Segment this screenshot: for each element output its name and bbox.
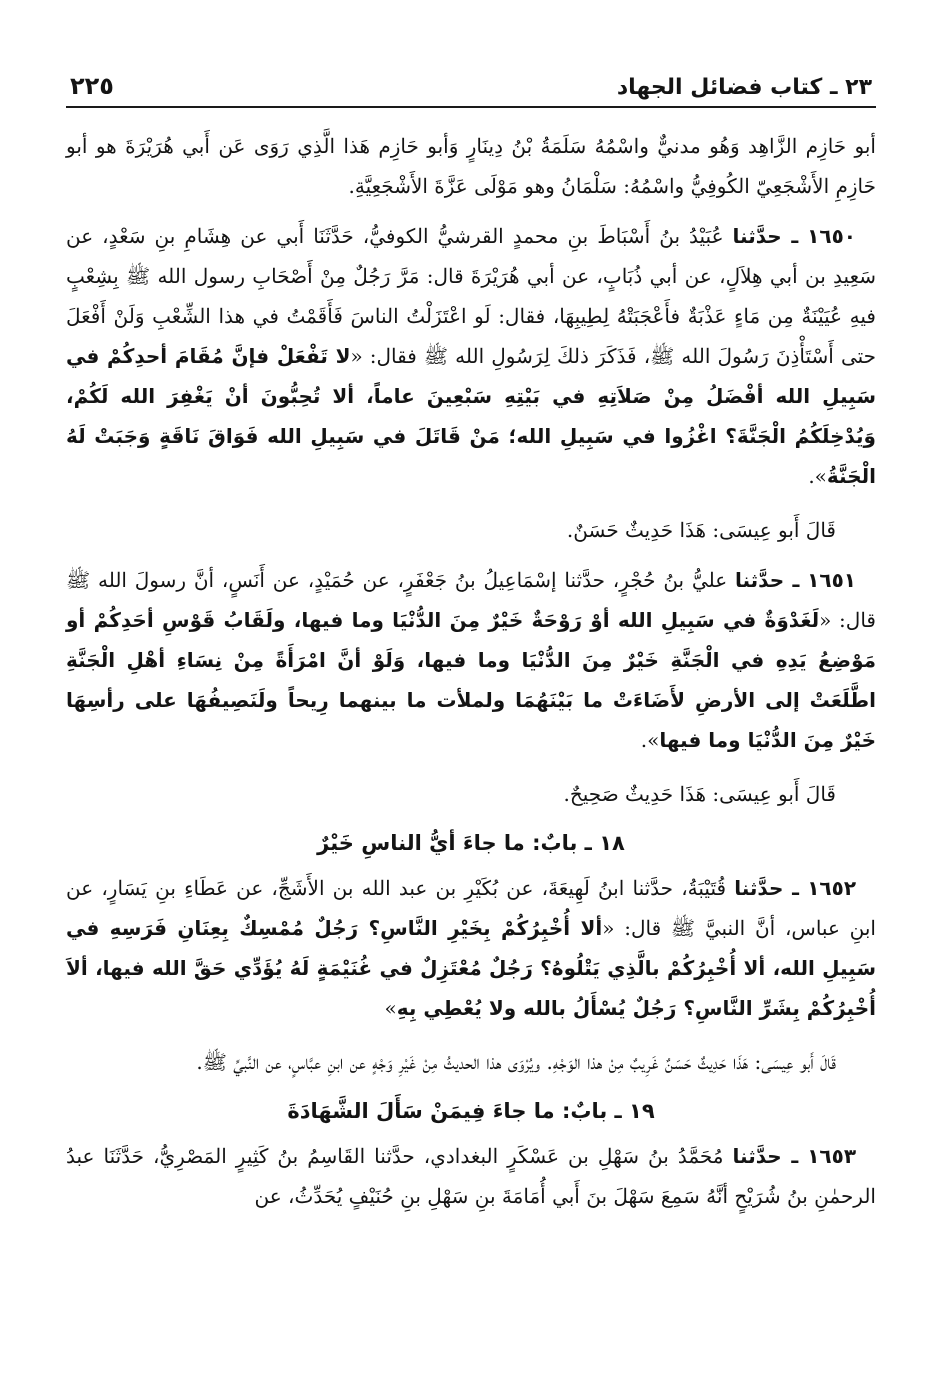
hadith-lead: ـ حدَّثنا <box>734 876 800 900</box>
hadith-matn: ألا أُخْبِرُكُمْ بِخَيْرِ النَّاسِ؟ رَجُلٌ مُمْسِكٌ بِعِنَانِ فَرَسِهِ في سَبِيلِ الله، ألا أُخْبِرُكُمْ بالَّذِي يَتْلُوهُ؟ رَجُلٌ مُعْتَزِلٌ في غُنَيْمَةٍ لَهُ يُؤَدِّي حَقَّ الله فيها، ألاَ أُخْبِرُكُمْ بِشَرِّ النَّاسِ؟ رَجُلٌ يُسْأَلُ بالله ولا يُعْطِي بِهِ <box>66 916 876 1020</box>
hadith-number: ١٦٥٠ <box>807 224 856 248</box>
hadith-isnad: قُتَيْبَةُ، حدَّثنا ابنُ لَهِيعَةَ، عن بُكَيْرِ بن عبد الله بن الأَشَجِّ، عن عَطَاءِ بنِ يَسَارٍ، عن ابنِ عباس، أنَّ النبيَّ ﷺ قال: « <box>66 876 876 940</box>
hadith-number: ١٦٥٢ <box>807 876 857 900</box>
hadith-matn: لَغَدْوَةٌ في سَبِيلِ الله أوْ رَوْحَةٌ خَيْرٌ مِنَ الدُّنْيَا وما فيها، ولَقَابُ قَوْسِ أحَدِكُمْ أو مَوْضِعُ يَدِهِ في الْجَنَّةِ خَيْرٌ مِنَ الدُّنْيَا وما فيها، وَلَوْ أنَّ امْرَأَةً مِنْ نِسَاءِ أهْلِ الْجَنَّةِ اطَّلَعَتْ إلى الأرضِ لأَضَاءَتْ ما بَيْنَهُمَا ولملأت ما بينهما رِيحاً ولَنَصِيفُهَا على رأسِهَا خَيْرٌ مِنَ الدُّنْيَا وما فيها <box>66 608 876 752</box>
hadith-isnad: عُبَيْدُ بنُ أَسْبَاطَ بنِ محمدٍ القرشيُّ الكوفيُّ، حَدَّثَنَا أَبي عن هِشَامِ بنِ سَعْدٍ، عن سَعِيدِ بن أبي هِلاَلٍ، عن أبي ذُبَابٍ، عن أبي هُرَيْرَةَ قال: مَرَّ رَجُلٌ مِنْ أَصْحَابِ رسول الله ﷺ بِشِعْبٍ فيهِ عُيَيْنَةٌ مِن مَاءٍ عَذْبَةٌ فأَعْجَبَتْهُ لِطِيبِهَا، فقال: لَو اعْتَزَلْتُ الناسَ فَأَقَمْتُ في هذا الشِّعْبِ وَلَنْ أَفْعَلَ حتى أَسْتَأْذِنَ رَسُولَ الله ﷺ، فَذَكَرَ ذلكَ لِرَسُولِ الله ﷺ فقال: « <box>66 224 877 368</box>
hadith-matn: لا تَفْعَلْ فإنَّ مُقَامَ أحدِكُمْ في سَبِيلِ الله أفْضَلُ مِنْ صَلاَتِهِ في بَيْتِهِ سَبْعِينَ عاماً، ألا تُحِبُّونَ أنْ يَغْفِرَ الله لَكُمْ، وَيُدْخِلَكُمُ الْجَنَّةَ؟ اغْزُوا في سَبِيلِ الله؛ مَنْ قَاتَلَ في سَبِيلِ الله فَوَاقَ نَاقَةٍ وَجَبَتْ لَهُ الْجَنَّةُ <box>66 344 876 488</box>
hadith-1650 <box>66 216 876 496</box>
hadith-remark: قَالَ أَبو عِيسَى: هَذَا حَدِيثٌ صَحِيحٌ. <box>563 782 836 806</box>
intro-paragraph: أبو حَازِم الزَّاهِد وَهُو مدنيٌّ واسْمُهُ سَلَمَةُ بْنُ دِينَارٍ وَأبو حَازِم هَذا الَّذِي رَوَى عَن أَبي هُرَيْرَةَ هو أبو حَازِمِ الأَشْجَعِيّ الكُوفِيُّ واسْمُهُ: سَلْمَانُ وهو مَوْلَى عَزَّةَ الأَشْجَعِيَّةِ. <box>66 134 876 198</box>
hadith-1651 <box>66 560 876 760</box>
hadith-isnad: مُحَمَّدُ بنُ سَهْلِ بن عَسْكَرٍ البغدادي، حدَّثنا القَاسِمُ بنُ كَثِيرٍ المَصْرِيُّ، حَدَّثَنَا عبدُ الرحمٰنِ بنُ شُرَيْحٍ أنَّهُ سَمِعَ سَهْلَ بنَ أَبي أُمَامَةَ بنِ سَهْلِ بنِ حُنَيْفٍ يُحَدِّثُ، عن <box>66 1144 876 1208</box>
hadith-remark: قَالَ أَبو عِيسَى: هَذَا حَدِيثٌ حَسَنٌ غَرِيبٌ مِنْ هذا الوَجْهِ. ويُرْوَى هذا الحديثُ مِنْ غَيْرِ وَجْهٍ عن ابنِ عبَّاسٍ، عن النَّبيِّ ﷺ. <box>196 1050 836 1074</box>
page-number: ٢٢٥ <box>70 72 114 100</box>
hadith-number: ١٦٥٣ <box>807 1144 857 1168</box>
chapter-heading-18: ١٨ ـ بابٌ: ما جاءَ أيُّ الناسِ خَيْرٌ <box>317 831 625 855</box>
hadith-1652 <box>66 868 876 1028</box>
hadith-close: ». <box>808 464 827 488</box>
hadith-1653 <box>66 1136 876 1216</box>
hadith-isnad: عليُّ بنُ حُجْرٍ، حدَّثنا إسْمَاعِيلُ بنُ جَعْفَرٍ، عن حُمَيْدٍ، عن أَنَسٍ، أنَّ رسولَ الله ﷺ قال: « <box>66 568 876 632</box>
hadith-close: ». <box>640 728 660 752</box>
hadith-lead: ـ حدَّثنا <box>734 568 800 592</box>
chapter-title: ٢٣ ـ كتاب فضائل الجهاد <box>616 75 872 100</box>
page-body <box>66 126 876 1216</box>
hadith-close: » <box>384 996 397 1020</box>
hadith-lead: ـ حدَّثنا <box>732 224 799 248</box>
chapter-heading-19: ١٩ ـ بابٌ: ما جاءَ فِيمَنْ سَأَلَ الشَّهَادَةَ <box>287 1099 655 1123</box>
hadith-lead: ـ حدَّثنا <box>732 1144 799 1168</box>
page-header <box>66 62 876 108</box>
hadith-number: ١٦٥١ <box>807 568 856 592</box>
hadith-remark: قَالَ أَبو عِيسَى: هَذَا حَدِيثٌ حَسَنٌ. <box>566 518 836 542</box>
